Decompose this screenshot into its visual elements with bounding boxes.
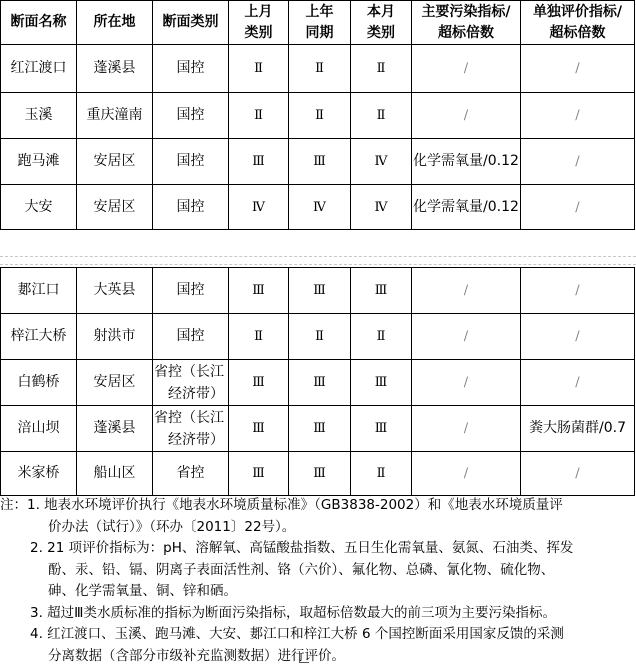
table-row — [1, 185, 635, 230]
table-cell: Ⅱ — [351, 314, 412, 360]
table-cell: Ⅳ — [229, 185, 289, 230]
table-cell: Ⅳ — [351, 185, 412, 230]
header-cell — [153, 1, 229, 45]
table-cell: Ⅲ — [289, 406, 351, 452]
header-text: 超标倍数 — [412, 23, 520, 44]
table-cell: Ⅲ — [229, 139, 289, 185]
text-cursor-marker — [299, 651, 309, 663]
cell-text: 省控（长江 — [154, 361, 228, 383]
table-cell: 省控 — [153, 452, 229, 496]
table-cell — [153, 360, 229, 406]
table-cell: Ⅱ — [351, 452, 412, 496]
header-cell — [1, 1, 77, 45]
cell-text: 经济带） — [154, 383, 228, 405]
table-cell: Ⅲ — [351, 406, 412, 452]
note-line — [0, 538, 636, 560]
table-cell: Ⅳ — [289, 185, 351, 230]
header-text: 单独评价指标/ — [521, 2, 634, 23]
table-cell: 国控 — [153, 93, 229, 139]
water-quality-table-top — [0, 0, 635, 230]
note-text: 2. 21 项评价指标为：pH、溶解氧、高锰酸盐指数、五日生化需氧量、氨氮、石油类、挥发 — [30, 540, 573, 556]
header-cell — [412, 1, 521, 45]
table-row — [1, 139, 635, 185]
table-row — [1, 45, 635, 93]
cell-text: 经济带） — [154, 429, 228, 451]
table-cell: Ⅲ — [229, 406, 289, 452]
note-text: 1. 地表水环境评价执行《地表水环境质量标准》（GB3838-2002）和《地表水环境质量评 — [27, 497, 563, 513]
note-text: 价办法（试行）》（环办〔2011〕22号）。 — [48, 519, 295, 535]
notes-label: 注： — [0, 495, 27, 517]
note-line — [0, 624, 636, 646]
table-cell: 国控 — [153, 314, 229, 360]
table-cell: Ⅲ — [351, 268, 412, 314]
header-text: 所在地 — [77, 12, 152, 33]
table-cell: 白鹤桥 — [1, 360, 77, 406]
header-text: 同期 — [289, 23, 350, 44]
table-cell: / — [521, 314, 635, 360]
table-row — [1, 360, 635, 406]
header-text: 上年 — [289, 2, 350, 23]
table-cell: 大英县 — [77, 268, 153, 314]
table-cell: / — [521, 93, 635, 139]
note-line — [0, 517, 636, 539]
table-cell: / — [521, 360, 635, 406]
table-cell: Ⅱ — [229, 93, 289, 139]
table-cell: Ⅲ — [289, 268, 351, 314]
table-row — [1, 314, 635, 360]
header-text: 断面类别 — [153, 12, 228, 33]
table-cell: 化学需氧量/0.12 — [412, 139, 521, 185]
table-cell: / — [412, 45, 521, 93]
table-cell: Ⅱ — [229, 45, 289, 93]
header-cell — [521, 1, 635, 45]
table-cell: Ⅲ — [229, 268, 289, 314]
table-cell: Ⅱ — [229, 314, 289, 360]
table-cell: 大安 — [1, 185, 77, 230]
table-cell: Ⅲ — [289, 139, 351, 185]
note-line — [0, 603, 636, 625]
table-cell: 米家桥 — [1, 452, 77, 496]
table-cell: Ⅲ — [289, 452, 351, 496]
table-cell: / — [412, 406, 521, 452]
note-text: 4. 红江渡口、玉溪、跑马滩、大安、郪江口和梓江大桥 6 个国控断面采用国家反馈的采测 — [30, 626, 564, 642]
header-cell — [229, 1, 289, 45]
note-text: 砷、化学需氧量、铜、锌和硒。 — [48, 583, 237, 599]
cell-text: 省控（长江 — [154, 407, 228, 429]
table-cell: 化学需氧量/0.12 — [412, 185, 521, 230]
table-row — [1, 93, 635, 139]
page-break — [0, 254, 636, 267]
table-cell: 红江渡口 — [1, 45, 77, 93]
table-cell: / — [521, 452, 635, 496]
table-cell: / — [412, 314, 521, 360]
table-cell: 国控 — [153, 268, 229, 314]
table-cell: / — [412, 452, 521, 496]
table-row — [1, 452, 635, 496]
header-row — [1, 1, 635, 45]
table-cell: 国控 — [153, 185, 229, 230]
table-cell: 玉溪 — [1, 93, 77, 139]
water-quality-table-bottom — [0, 267, 635, 496]
table-cell: / — [521, 185, 635, 230]
header-text: 上月 — [229, 2, 288, 23]
table-cell: 涪山坝 — [1, 406, 77, 452]
table-row — [1, 268, 635, 314]
table-cell: 梓江大桥 — [1, 314, 77, 360]
table-cell: 国控 — [153, 139, 229, 185]
table-cell: 蓬溪县 — [77, 406, 153, 452]
table-cell: 重庆潼南 — [77, 93, 153, 139]
header-cell — [289, 1, 351, 45]
table-cell: / — [412, 360, 521, 406]
header-cell — [351, 1, 412, 45]
note-line — [0, 646, 636, 667]
table-cell: / — [412, 93, 521, 139]
table-cell: / — [412, 268, 521, 314]
table-cell: Ⅲ — [229, 360, 289, 406]
table-cell: 安居区 — [77, 139, 153, 185]
note-line — [0, 581, 636, 603]
table-cell: Ⅱ — [289, 93, 351, 139]
note-text: 酚、汞、铅、镉、阴离子表面活性剂、铬（六价）、氟化物、总磷、氰化物、硫化物、 — [48, 562, 554, 578]
table-cell: Ⅱ — [289, 45, 351, 93]
note-text: 3. 超过Ⅲ类水质标准的指标为断面污染指标，取超标倍数最大的前三项为主要污染指标。 — [30, 605, 556, 621]
header-text: 本月 — [351, 2, 411, 23]
table-cell: Ⅲ — [351, 360, 412, 406]
table-cell: / — [521, 139, 635, 185]
table-cell: 射洪市 — [77, 314, 153, 360]
header-text: 超标倍数 — [521, 23, 634, 44]
note-line — [0, 495, 636, 517]
table-cell: / — [521, 45, 635, 93]
table-cell: Ⅳ — [351, 139, 412, 185]
table-cell: 粪大肠菌群/0.7 — [521, 406, 635, 452]
header-text: 主要污染指标/ — [412, 2, 520, 23]
table-cell: 船山区 — [77, 452, 153, 496]
note-line — [0, 560, 636, 582]
table-cell — [153, 406, 229, 452]
table-cell: 跑马滩 — [1, 139, 77, 185]
table-cell: Ⅲ — [289, 360, 351, 406]
header-text: 断面名称 — [1, 12, 76, 33]
table-cell: Ⅱ — [351, 93, 412, 139]
table-cell: 郪江口 — [1, 268, 77, 314]
table-cell: Ⅱ — [351, 45, 412, 93]
table-cell: 蓬溪县 — [77, 45, 153, 93]
table-cell: Ⅲ — [229, 452, 289, 496]
table-cell: Ⅱ — [289, 314, 351, 360]
table-cell: 安居区 — [77, 360, 153, 406]
table-notes — [0, 495, 636, 667]
header-text: 类别 — [229, 23, 288, 44]
table-row — [1, 406, 635, 452]
table-cell: / — [521, 268, 635, 314]
header-cell — [77, 1, 153, 45]
table-cell: 国控 — [153, 45, 229, 93]
note-text: 分离数据（含部分市级补充监测数据）进行评价。 — [48, 648, 345, 664]
header-text: 类别 — [351, 23, 411, 44]
table-cell: 安居区 — [77, 185, 153, 230]
